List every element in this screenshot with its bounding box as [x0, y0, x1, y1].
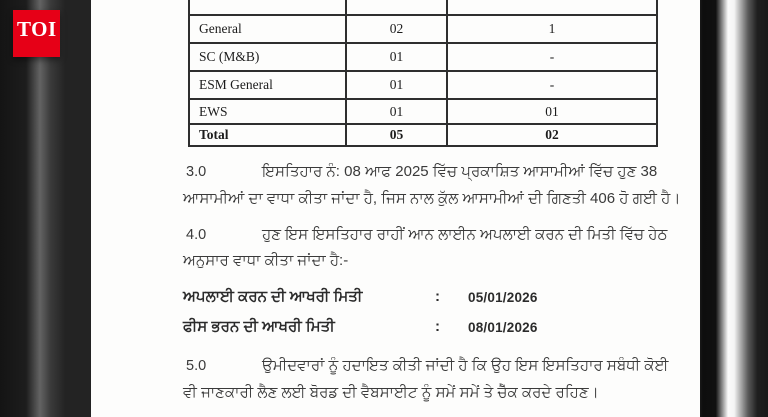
table-cell-category: Total	[190, 125, 347, 145]
table-cell-col2: 01	[347, 44, 448, 70]
table-cell-col3	[448, 0, 656, 14]
fee-deadline-label: ਫੀਸ ਭਰਨ ਦੀ ਆਖਰੀ ਮਿਤੀ	[183, 318, 335, 335]
para-4-number: 4.0	[186, 227, 207, 243]
table-cell-col2: 01	[347, 100, 448, 123]
table-row	[190, 98, 656, 123]
para-3-number: 3.0	[186, 164, 207, 180]
table-cell-category	[190, 0, 347, 14]
table-cell-col3: -	[549, 49, 555, 64]
table-row	[190, 0, 656, 14]
table-cell-category: ESM General	[190, 72, 347, 98]
para-5-line-1: ਉਮੀਦਵਾਰਾਂ ਨੂੰ ਹਦਾਇਤ ਕੀਤੀ ਜਾਂਦੀ ਹੈ ਕਿ ਉਹ ਇਸ ਇਸਤਿਹਾਰ ਸਬੰਧੀ ਕੋਈ	[262, 357, 669, 374]
table-row	[190, 70, 656, 98]
table-row	[190, 42, 656, 70]
table-cell-col2: 02	[347, 16, 448, 42]
table-cell-category: General	[190, 16, 347, 42]
table-cell-category: EWS	[190, 100, 347, 123]
table-cell-col3: -	[549, 77, 555, 92]
para-3-line-1: ਇਸਤਿਹਾਰ ਨੰ: 08 ਆਫ 2025 ਵਿੱਚ ਪ੍ਰਕਾਸ਼ਿਤ ਆਸਾਮੀਆਂ ਵਿੱਚ ਹੁਣ 38	[262, 163, 658, 180]
para-5-line-2: ਵੀ ਜਾਣਕਾਰੀ ਲੈਣ ਲਈ ਬੋਰਡ ਦੀ ਵੈਬਸਾਈਟ ਨੂੰ ਸਮੇਂ ਸਮੇਂ ਤੇ ਚੈੱਕ ਕਰਦੇ ਰਹਿਣ।	[183, 384, 599, 401]
vacancy-table	[188, 0, 658, 147]
table-cell-col3: 02	[545, 127, 559, 142]
table-cell-col2: 05	[347, 125, 448, 145]
apply-deadline-date: 05/01/2026	[468, 290, 538, 305]
para-4-line-1: ਹੁਣ ਇਸ ਇਸਤਿਹਾਰ ਰਾਹੀਂ ਆਨ ਲਾਈਨ ਅਪਲਾਈ ਕਰਨ ਦੀ ਮਿਤੀ ਵਿੱਚ ਹੇਠ	[262, 226, 668, 243]
para-5-number: 5.0	[186, 358, 207, 374]
para-4-line-2: ਅਨੁਸਾਰ ਵਾਧਾ ਕੀਤਾ ਜਾਂਦਾ ਹੈ:-	[183, 252, 349, 269]
table-cell-col3: 1	[548, 21, 556, 36]
fee-deadline-date: 08/01/2026	[468, 320, 538, 335]
table-cell-col3: 01	[545, 103, 559, 119]
para-3-line-2: ਆਸਾਮੀਆਂ ਦਾ ਵਾਧਾ ਕੀਤਾ ਜਾਂਦਾ ਹੈ, ਜਿਸ ਨਾਲ ਕੁੱਲ ਆਸਾਮੀਆਂ ਦੀ ਗਿਣਤੀ 406 ਹੋ ਗਈ ਹੈ।	[183, 190, 681, 207]
toi-logo-text: TOI	[17, 17, 57, 41]
table-cell-col2: 01	[347, 72, 448, 98]
toi-logo	[13, 10, 60, 57]
table-cell-col2	[347, 0, 448, 14]
table-row	[190, 14, 656, 42]
fee-deadline-colon: :	[435, 318, 440, 335]
apply-deadline-label: ਅਪਲਾਈ ਕਰਨ ਦੀ ਆਖਰੀ ਮਿਤੀ	[183, 288, 363, 305]
table-cell-category: SC (M&B)	[190, 44, 347, 70]
table-row-total	[190, 123, 656, 145]
document-page	[91, 0, 700, 417]
apply-deadline-colon: :	[435, 288, 440, 305]
